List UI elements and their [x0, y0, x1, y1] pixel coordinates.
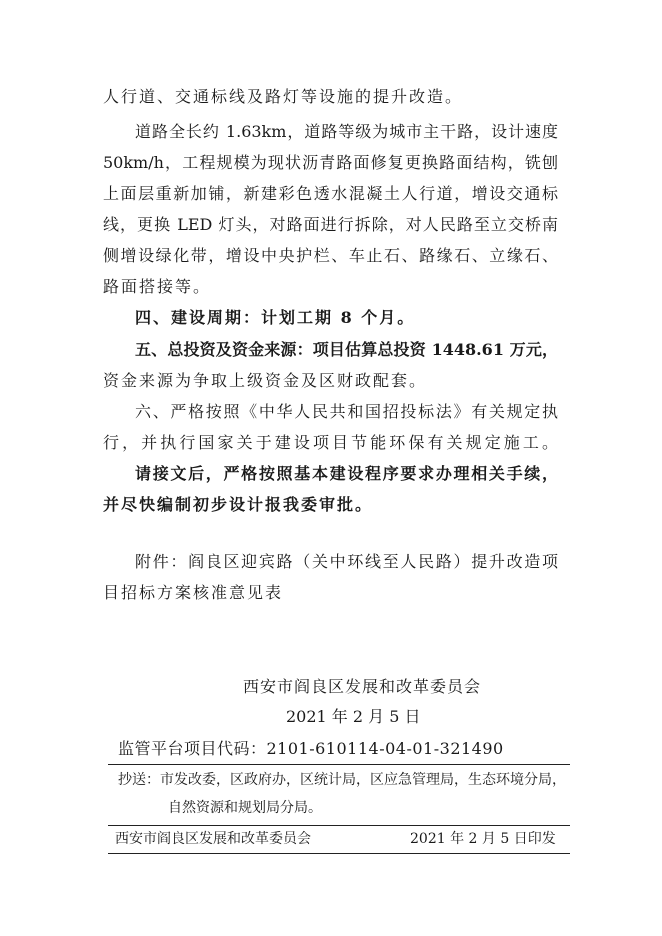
body-text-line: 人行道、交通标线及路灯等设施的提升改造。 [103, 87, 464, 106]
divider-line [108, 764, 570, 765]
body-text-line: 道路全长约 1.63km，道路等级为城市主干路，设计速度 [135, 122, 558, 141]
body-text-line: 50km/h，工程规模为现状沥青路面修复更换路面结构，铣刨 [103, 153, 558, 172]
body-text-line: 资金来源为争取上级资金及区财政配套。 [103, 371, 428, 390]
attachment-line: 目招标方案核准意见表 [103, 583, 284, 602]
signature-issuer: 西安市阎良区发展和改革委员会 [243, 677, 482, 696]
body-text-line: 侧增设绿化带，增设中央护栏、车止石、路缘石、立缘石、 [103, 246, 558, 265]
body-text-line: 路面搭接等。 [103, 277, 212, 296]
body-text-line: 行，并执行国家关于建设项目节能环保有关规定施工。 [103, 433, 558, 452]
construction-period: 四、建设周期：计划工期 8 个月。 [135, 308, 416, 327]
divider-line [108, 825, 570, 826]
attachment-line: 附件：阎良区迎宾路（关中环线至人民路）提升改造项 [135, 552, 558, 571]
signature-date: 2021 年 2 月 5 日 [286, 707, 421, 726]
footer-print-date: 2021 年 2 月 5 日印发 [410, 831, 556, 847]
cc-list-continued: 自然资源和规划局分局。 [168, 800, 322, 816]
cc-list: 抄送：市发改委，区政府办，区统计局，区应急管理局，生态环境分局， [118, 772, 566, 788]
project-code: 监管平台项目代码：2101-610114-04-01-321490 [118, 739, 504, 758]
body-text-line: 请接文后，严格按照基本建设程序要求办理相关手续， [135, 464, 558, 483]
body-text-line: 六、严格按照《中华人民共和国招投标法》有关规定执 [135, 402, 558, 421]
divider-line [108, 853, 570, 854]
body-text-line: 并尽快编制初步设计报我委审批。 [103, 495, 374, 514]
body-text-line: 线，更换 LED 灯头，对路面进行拆除，对人民路至立交桥南 [103, 215, 558, 234]
body-text-line: 上面层重新加铺，新建彩色透水混凝土人行道，增设交通标 [103, 184, 558, 203]
investment-heading: 五、总投资及资金来源：项目估算总投资 1448.61 万元， [135, 340, 558, 359]
footer-issuer: 西安市阎良区发展和改革委员会 [115, 831, 311, 847]
